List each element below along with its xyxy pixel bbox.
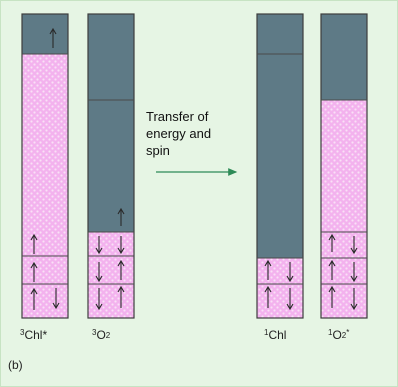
empty-band (22, 54, 68, 318)
panel-label: (b) (8, 358, 23, 372)
column-1chl-ground (257, 14, 303, 318)
occupied-band (257, 14, 303, 258)
transfer-label-line: spin (146, 143, 170, 158)
transfer-label (146, 108, 256, 159)
molecule-name: O (332, 328, 342, 342)
state-label-3o2-ground (92, 328, 110, 342)
spin-multiplicity: 3 (92, 328, 97, 337)
state-label-1chl-ground (264, 328, 286, 342)
spin-multiplicity: 1 (328, 328, 333, 337)
molecule-name: O (96, 328, 106, 342)
column-1o2-excited (321, 14, 367, 318)
spin-multiplicity: 3 (20, 328, 25, 337)
molecule-name: Chl (24, 328, 43, 342)
column-3o2-ground (88, 14, 134, 318)
column-3chl-excited (22, 14, 68, 318)
transfer-label-line: Transfer of (146, 109, 209, 124)
occupied-band (321, 14, 367, 100)
excited-mark: * (42, 328, 48, 342)
spin-multiplicity: 1 (264, 328, 269, 337)
atom-count: 2 (341, 331, 347, 340)
atom-count: 2 (105, 331, 111, 340)
state-label-3chl-excited (20, 328, 47, 342)
empty-band (321, 100, 367, 318)
molecule-name: Chl (268, 328, 287, 342)
state-label-1o2-excited (328, 328, 349, 342)
empty-band (88, 232, 134, 318)
empty-band (257, 258, 303, 318)
occupied-band (88, 14, 134, 232)
occupied-band (22, 14, 68, 54)
excited-mark: * (346, 328, 350, 337)
transfer-label-line: energy and (146, 126, 212, 141)
